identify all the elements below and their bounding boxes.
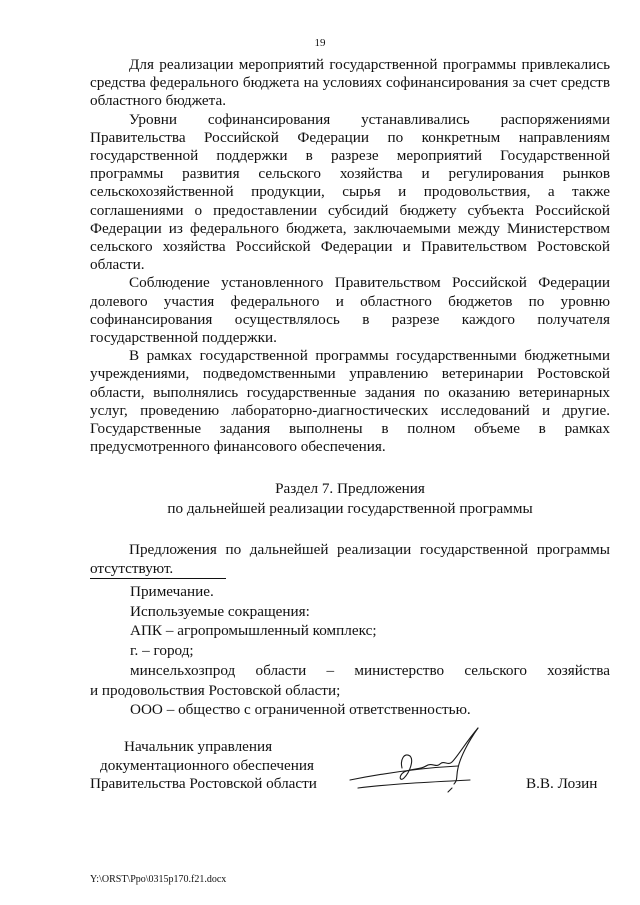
abbr-apk: АПК – агропромышленный комплекс; (130, 622, 377, 640)
note-subheading: Используемые сокращения: (130, 602, 310, 620)
paragraph-2: Уровни софинансирования устанавливались распоряжениями Правительства Российской Федерации по конкретным направлениям государственной поддержки в разрезе мероприятий Государственной программы развития сельского хозяйства и регулирования рынков сельскохозяйственной продукции, сырья и продовольствия, а также соглашениями о предоставлении субсидий бюджету субъекта Российской Федерации из федерального бюджета, заключаемыми между Министерством сельского хозяйства Российской Федерации и Правительством Ростовской области. (90, 110, 610, 274)
abbr-ooo: ООО – общество с ограниченной ответственностью. (130, 701, 471, 719)
proposal-paragraph: Предложения по дальнейшей реализации государственной программы отсутствуют. (90, 541, 610, 577)
notes-block (90, 582, 610, 720)
signatory-name: В.В. Лозин (526, 775, 598, 792)
signatory-title-line1: Начальник управления (124, 738, 273, 755)
paragraph-4: В рамках государственной программы государственными бюджетными учреждениями, подведомственными управлению ветеринарии Ростовской области, выполнялись государственные задания по оказанию ветеринарных услуг, проведению лабораторно-диагностических исследований и другие. Государственные задания выполнены в полном объеме в рамках предусмотренного финансового обеспечения. (90, 347, 610, 456)
abbr-g: г. – город; (130, 642, 194, 660)
section-title-line1: Раздел 7. Предложения (275, 480, 425, 498)
note-heading: Примечание. (130, 583, 214, 600)
paragraph-3: Соблюдение установленного Правительством Российской Федерации долевого участия федерального и областного бюджетов по уровню софинансирования осуществлялось в разрезе каждого получателя государственной поддержки. (90, 274, 610, 347)
page-number: 19 (314, 37, 326, 49)
signatory-title-line3: Правительства Ростовской области (90, 775, 317, 792)
abbr-minselhozprod-line2: и продовольствия Ростовской области; (90, 681, 341, 699)
paragraph-1: Для реализации мероприятий государственной программы привлекались средства федерального бюджета на условиях софинансирования за счет средств областного бюджета. (90, 56, 610, 110)
section-heading (90, 479, 610, 519)
section-title-line2: по дальнейшей реализации государственной программы (167, 500, 533, 518)
abbr-minselhozprod-line1: минсельхозпрод области – министерство сельского хозяйства (130, 661, 610, 679)
body-text (90, 56, 610, 578)
handwritten-signature (340, 722, 500, 812)
signatory-title-line2: документационного обеспечения (100, 756, 314, 774)
file-path-footer: Y:\ORST\Ppo\0315p170.f21.docx (90, 874, 227, 885)
footnote-divider (90, 578, 226, 579)
